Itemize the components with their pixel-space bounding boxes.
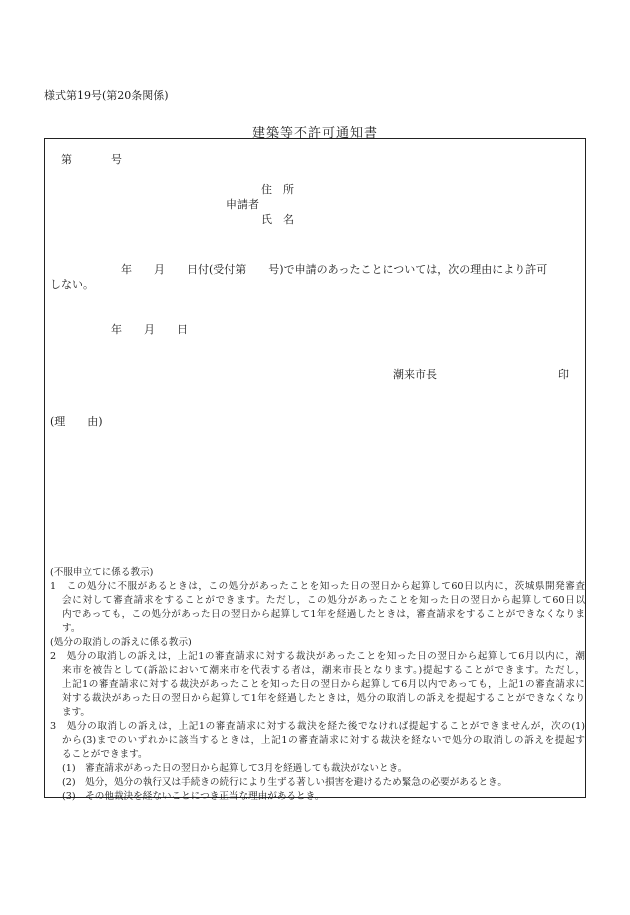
address-label: 住 所 (261, 183, 294, 196)
notes-heading-appeal: (不服申立てに係る教示) (50, 567, 154, 578)
notes-heading-lawsuit: (処分の取消しの訴えに係る教示) (50, 637, 192, 648)
document-title: 建築等不許可通知書 (251, 126, 378, 141)
note-3-line-2: から(3)までのいずれかに該当するときは，上記1の審査請求に対する裁決を経ないで処分の取消しの訴えを提起す (62, 735, 585, 746)
seal-mark: 印 (558, 368, 569, 381)
body-line-2: しない。 (50, 278, 94, 291)
note-2-line-5: ます。 (62, 707, 91, 718)
mayor-title: 潮来市長 (393, 368, 437, 381)
form-code: 様式第19号(第20条関係) (44, 89, 169, 102)
number-go: 号 (111, 153, 122, 166)
note-2-line-1: 2 処分の取消しの訴えは，上記1の審査請求に対する裁決があったことを知った日の翌日から起算して6月以内に，潮 (50, 651, 585, 662)
body-line-1: 年 月 日付(受付第 号)で申請のあったことについては，次の理由により許可 (121, 263, 548, 276)
note-3-line-3: ることができます。 (62, 749, 148, 760)
note-3-sub-2: (2) 処分，処分の執行又は手続きの続行により生ずる著しい損害を避けるため緊急の必要があるとき。 (62, 777, 507, 788)
note-2-line-3: 上記1の審査請求に対する裁決があったことを知った日の翌日から起算して6月以内であっても，上記1の審査請求に (62, 679, 585, 690)
reason-label: (理 由) (50, 415, 103, 428)
applicant-label: 申請者 (226, 198, 259, 211)
note-3-sub-3: (3) その他裁決を経ないことにつき正当な理由があるとき。 (62, 791, 325, 802)
note-2-line-2: 来市を被告として(訴訟において潮来市を代表する者は，潮来市長となります。)提起することができます。ただし， (62, 665, 585, 676)
name-label: 氏 名 (261, 213, 294, 226)
note-1-line-4: す。 (62, 623, 81, 634)
note-1-line-3: 内であっても，この処分があった日の翌日から起算して1年を経過したときは，審査請求をすることができなくなりま (62, 609, 585, 620)
note-3-line-1: 3 処分の取消しの訴えは，上記1の審査請求に対する裁決を経た後でなければ提起することができませんが，次の(1) (50, 721, 585, 732)
note-2-line-4: 対する裁決があった日の翌日から起算して1年を経過したときは，処分の取消しの訴えを提起することができなくなり (62, 693, 585, 704)
issue-date: 年 月 日 (111, 323, 188, 336)
number-dai: 第 (61, 153, 72, 166)
note-1-line-2: 会に対して審査請求をすることができます。ただし，この処分があったことを知った日の翌日から起算して60日以 (62, 595, 585, 606)
note-1-line-1: 1 この処分に不服があるときは，この処分があったことを知った日の翌日から起算して60日以内に，茨城県開発審査 (50, 581, 585, 592)
note-3-sub-1: (1) 審査請求があった日の翌日から起算して3月を経過しても裁決がないとき。 (62, 763, 408, 774)
